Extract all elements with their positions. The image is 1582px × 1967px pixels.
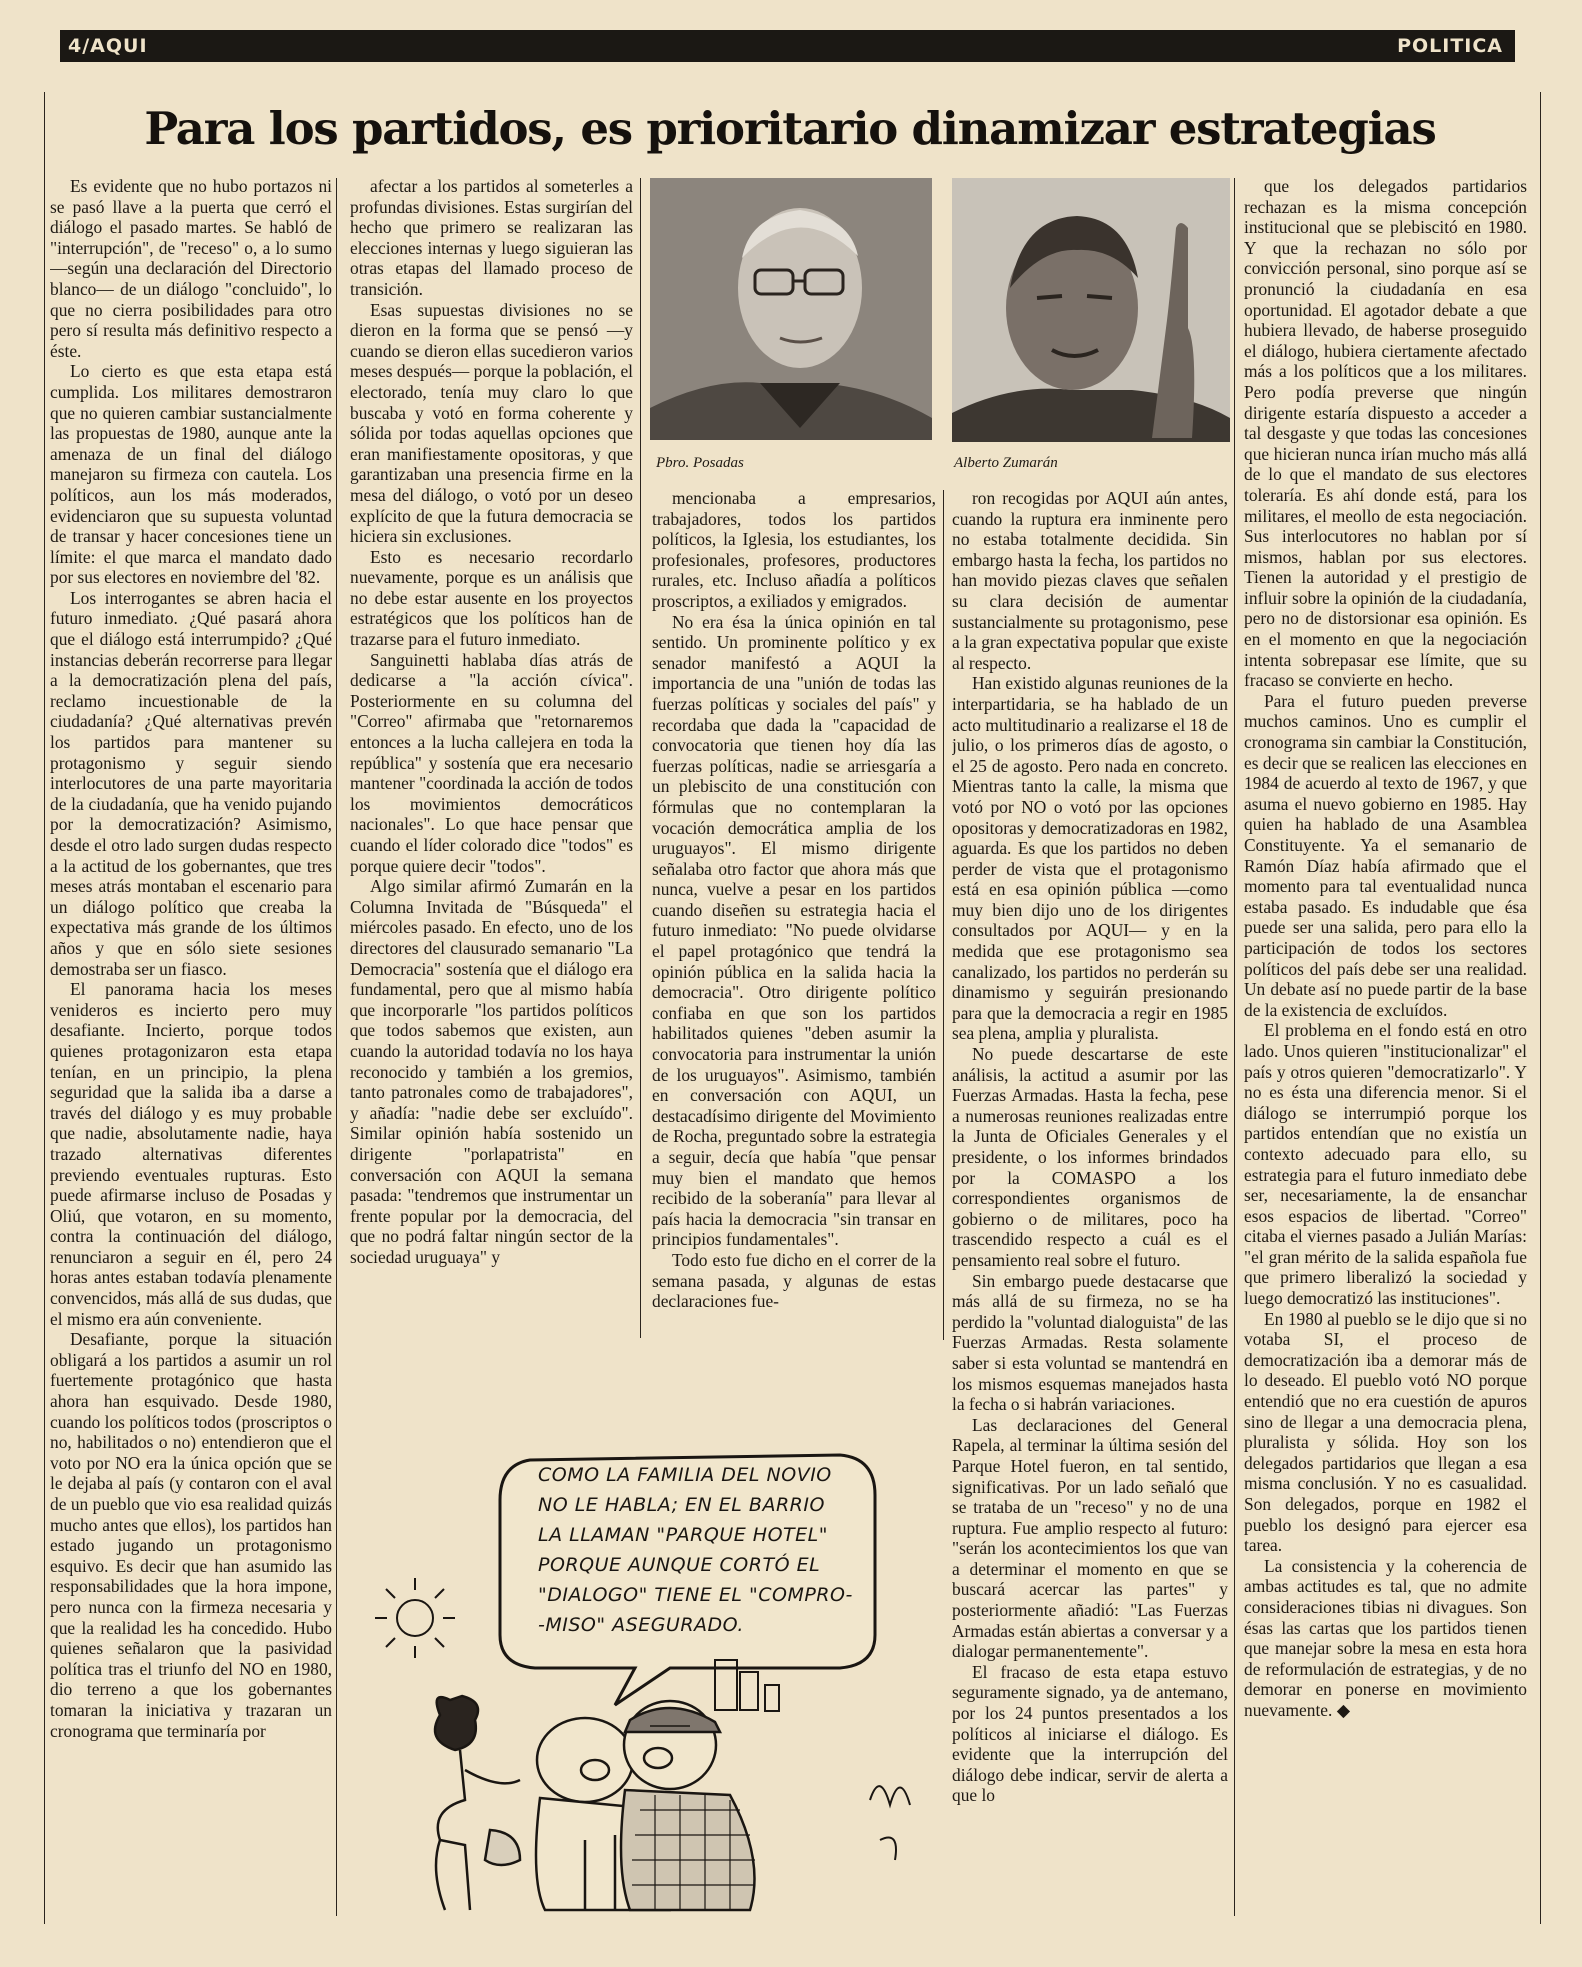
paragraph: Algo similar afirmó Zumarán en la Columna Invitada de "Búsqueda" el miércoles pasado. En efecto, uno de los directores del clausurado semanario "La Democracia" sostenía que el diálogo era fundamental, pero que al mismo había que incorporarle "los partidos políticos que todos sabemos que existen, aun cuando la autoridad todavía no los haya reconocido y también a los gremios, tanto patronales como de trabajadores", y añadía: "nadie debe ser excluído". Similar opinión había sostenido un dirigente "porlapatrista" en conversación con AQUI la semana pasada: "tendremos que instrumentar un frente popular por la democracia, del que no podrá faltar ningún sector de la sociedad uruguaya" y <box>350 876 633 1267</box>
paragraph: Es evidente que no hubo portazos ni se pasó llave a la puerta que cerró el diálogo el pasado martes. Se habló de "interrupción", de "receso" o, a lo sumo —según una declaración del Directorio blanco— de un diálogo "concluido", lo que no cierra posibilidades para otro pero sí resulta más definitivo respecto a éste. <box>50 176 332 361</box>
bubble-line: COMO LA FAMILIA DEL NOVIO <box>538 1464 832 1486</box>
paragraph: El problema en el fondo está en otro lado. Unos quieren "institucionalizar" el país y otros quieren "democratizarlo". Y no es ésta una diferencia menor. Si el diálogo se interrumpió porque los partidos entendían que no existía un contexto adecuado para ello, su estrategia para el futuro inmediato debe ser, necesariamente, la de ensanchar esos espacios de libertad. "Correo" citaba el viernes pasado a Julián Marías: "el gran mérito de la salida española fue que primero liberalizó la sociedad y luego democratizó las instituciones". <box>1244 1020 1527 1309</box>
page-number: 4/AQUI <box>68 35 148 57</box>
photo-zumaran <box>952 178 1230 442</box>
photo-caption-zumaran: Alberto Zumarán <box>954 455 1058 471</box>
bubble-line: LA LLAMAN "PARQUE HOTEL" <box>538 1524 828 1546</box>
page-header-bar <box>60 30 1515 62</box>
paragraph: En 1980 al pueblo se le dijo que si no votaba SI, el proceso de democratización iba a demorar más de lo deseado. El pueblo votó NO porque entendió que no era cuestión de apuros sino de llegar a una democracia plena, pluralista y sólida. Hoy son los delegados partidarios que llegan a esa misma conclusión. Y no es casualidad. Son delegados, porque en 1982 el pueblo los designó para ejercer esa tarea. <box>1244 1308 1527 1556</box>
paragraph: El panorama hacia los meses venideros es incierto pero muy desafiante. Incierto, porque todos quienes protagonizaron esta etapa tenían, en un principio, la plena seguridad que la salida iba a darse a través del diálogo y es muy probable que nadie, absolutamente nadie, haya trazado alternativas diferentes previendo eventuales rupturas. Esto puede afirmarse incluso de Posadas y Oliú, que votaron, en su momento, contra la continuación del diálogo, renunciaron a seguir en él, pero 24 horas antes estaban todavía plenamente convencidos, más allá de sus dudas, que el mismo era aún conveniente. <box>50 979 332 1329</box>
bubble-line: PORQUE AUNQUE CORTÓ EL <box>538 1554 821 1576</box>
column-rule <box>943 490 944 1340</box>
photo-posadas <box>650 178 932 440</box>
paragraph: No puede descartarse de este análisis, la actitud a asumir por las Fuerzas Armadas. Hasta la fecha, pese a numerosas reuniones realizadas entre la Junta de Oficiales Generales y el presidente, o los informes brindados por la COMASPO a los correspondientes organismos de gobierno o de militares, poco ha trascendido respecto a cuál es el pensamiento real sobre el futuro. <box>952 1044 1228 1270</box>
paragraph: Lo cierto es que esta etapa está cumplida. Los militares demostraron que no quieren cambiar sustancialmente las propuestas de 1980, aunque ante la amenaza de un final del diálogo manejaron su firmeza con cautela. Los políticos, aun los más moderados, evidenciaron que su supuesta voluntad de transar y hacer concesiones tiene un límite: el que marca el mandato dado por sus electores en noviembre del '82. <box>50 361 332 588</box>
paragraph: Todo esto fue dicho en el correr de la semana pasada, y algunas de estas declaraciones fue- <box>652 1249 936 1312</box>
column-rule <box>640 178 641 1338</box>
paragraph: Desafiante, porque la situación obligará a los partidos a asumir un rol fuertemente protagónico que hasta ahora han esquivado. Desde 1980, cuando los políticos todos (proscriptos o no, habilitados o no) entendieron que el voto por NO era la única opción que se le dejaba al país (y contaron con el aval de un pueblo que vio esa realidad quizás mucho antes que ellos), los partidos han estado jugando un protagonismo esquivo. Es decir que han asumido las responsabilidades que la hora impone, pero nunca con la firmeza necesaria y que la realidad les ha concedido. Hubo quienes señalaron que la pasividad política tras el triunfo del NO en 1980, dio terreno a que los gobernantes tomaran la iniciativa y trazaran un cronograma que terminaría por <box>50 1329 332 1741</box>
bubble-line: -MISO" ASEGURADO. <box>538 1614 744 1636</box>
column-4 <box>952 488 1228 1916</box>
column-5 <box>1244 176 1527 1916</box>
column-rule <box>1234 178 1235 1916</box>
photo-caption-posadas: Pbro. Posadas <box>656 455 744 471</box>
section-label: POLITICA <box>1397 35 1503 57</box>
paragraph: Las declaraciones del General Rapela, al terminar la última sesión del Parque Hotel fueron, en tal sentido, significativas. Por un lado señaló que se trataba de un "receso" y no de una ruptura. Fue amplio respecto al futuro: "serán los acontecimientos los que van a determinar el momento en que se buscará acercar las partes" y posteriormente añadió: "Las Fuerzas Armadas están abiertas a conversar y a dialogar permanentemente". <box>952 1414 1228 1662</box>
bubble-line: "DIALOGO" TIENE EL "COMPRO- <box>538 1584 853 1606</box>
column-2 <box>350 176 633 1340</box>
paragraph: El fracaso de esta etapa estuvo seguramente signado, ya de antemano, por los 24 puntos presentados a los políticos al iniciarse el diálogo. Es evidente que la interrupción del diálogo debe indicar, servir de alerta a que lo <box>952 1661 1228 1806</box>
column-3 <box>652 488 936 1340</box>
paragraph: No era ésa la única opinión en tal sentido. Un prominente político y ex senador manifestó a AQUI la importancia de una "unión de todas las fuerzas políticas y sociales del país" y recordaba que dada la "capacidad de convocatoria que tienen hoy día las fuerzas políticas, nadie se arriesgaría a un plebiscito de una constitución con fórmulas que no contemplaran la vocación democrática amplia de los uruguayos". El mismo dirigente señalaba otro factor que ahora más que nunca, vuelve a pesar en los partidos cuando diseñen su estrategia hacia el futuro inmediato: "No puede olvidarse el papel protagónico que tendrá la opinión pública en la salida hacia la democracia". Otro dirigente político confiaba en que son los partidos habilitados quienes "deben asumir la convocatoria para instrumentar la unión de los uruguayos". Asimismo, también en conversación con AQUI, un destacadísimo dirigente del Movimiento de Rocha, preguntado sobre la estrategia a seguir, decía que había "que pensar muy bien el mandato que hemos recibido de la soberanía" para llevar al país hacia la democracia "sin transar en principios fundamentales". <box>652 611 936 1250</box>
paragraph: mencionaba a empresarios, trabajadores, todos los partidos políticos, la Iglesia, los estudiantes, los profesionales, profesores, productores rurales, etc. Incluso añadía a políticos proscriptos, a exiliados y emigrados. <box>652 488 936 611</box>
paragraph: Los interrogantes se abren hacia el futuro inmediato. ¿Qué pasará ahora que el diálogo está interrumpido? ¿Qué instancias deberán recorrerse para llegar a la democratización plena del país, reclamo incuestionable de la ciudadanía? ¿Qué alternativas prevén los partidos para mantener su protagonismo y seguir siendo interlocutores de una parte mayoritaria de la ciudadanía, que ha venido pujando por la democratización? Asimismo, desde el otro lado surgen dudas respecto a la actitud de los gobernantes, que tres meses atrás montaban el escenario para un diálogo político que creaba la expectativa más grande de los últimos años y que en sólo siete sesiones demostraba ser un fiasco. <box>50 587 332 979</box>
cartoon-speech-bubble <box>538 1460 853 1640</box>
bubble-line: NO LE HABLA; EN EL BARRIO <box>538 1494 825 1516</box>
column-1 <box>50 176 332 1916</box>
paragraph: Sin embargo puede destacarse que más allá de su firmeza, no se ha perdido la "voluntad dialoguista" de las Fuerzas Armadas. Resta solamente saber si esta voluntad se mantendrá en los mismos esquemas manejados hasta la fecha o si habrán variaciones. <box>952 1270 1228 1415</box>
paragraph: La consistencia y la coherencia de ambas actitudes es tal, que no admite consideraciones tibias ni divagues. Son ésas las cartas que los partidos tienen que manejar sobre la mesa en esta hora de reformulación de estrategias, y de no demorar en ponerse en movimiento nuevamente. ◆ <box>1244 1555 1527 1720</box>
paragraph: Para el futuro pueden preverse muchos caminos. Uno es cumplir el cronograma sin cambiar la Constitución, es decir que se realicen las elecciones en 1984 de acuerdo al texto de 1967, y que asuma el nuevo gobierno en 1985. Hay quien ha hablado de una Asamblea Constituyente. Ya el semanario de Ramón Díaz había afirmado que el momento para tal eventualidad nunca estaba pasado. Es indudable que ésa puede ser una salida, pero para ello la participación de todos los sectores políticos del país debe ser una realidad. Un debate así no puede partir de la base de la existencia de excluídos. <box>1244 690 1527 1020</box>
headline: Para los partidos, es prioritario dinamizar estrategias <box>144 102 1436 155</box>
paragraph: Esto es necesario recordarlo nuevamente, porque es un análisis que no debe estar ausente en los proyectos estratégicos que los políticos han de trazarse para el futuro inmediato. <box>350 546 633 650</box>
column-rule <box>336 178 337 1916</box>
paragraph: Han existido algunas reuniones de la interpartidaria, se ha hablado de un acto multitudinario a realizarse el 18 de julio, o los primeros días de agosto, o el 25 de agosto. Pero nada en concreto. Mientras tanto la calle, la misma que votó por NO o votó por las opciones opositoras y democratizadoras en 1982, aguarda. Es que los partidos no deben perder de vista que el protagonismo está en esa opinión pública —como muy bien dijo uno de los dirigentes consultados por AQUI— y en la medida que ese protagonismo sea canalizado, los partidos no perderán su dinamismo y seguirán presionando para que la democracia a regir en 1985 sea plena, amplia y pluralista. <box>952 673 1228 1044</box>
paragraph: Sanguinetti hablaba días atrás de dedicarse a "la acción cívica". Posteriormente en su columna del "Correo" afirmaba que "retornaremos entonces a la lucha callejera en toda la república" y sostenía que era necesario mantener "coordinada la acción de todos los movimientos democráticos nacionales". Lo que hace pensar que cuando el líder colorado dice "todos" es porque quiere decir "todos". <box>350 649 633 876</box>
paragraph: ron recogidas por AQUI aún antes, cuando la ruptura era inminente pero no estaba totalmente decidida. Sin embargo hasta la fecha, los partidos no han movido piezas claves que señalen su clara decisión de aumentar sustancialmente su protagonismo, pese a la gran expectativa popular que existe al respecto. <box>952 488 1228 673</box>
paragraph: Esas supuestas divisiones no se dieron en la forma que se pensó —y cuando se dieron ellas sucedieron varios meses después— porque la población, el electorado, tenía muy claro lo que buscaba y votó en forma coherente y sólida por todas aquellas opciones que eran manifiestamente opositoras, y que garantizaban una presencia firme en la mesa del diálogo, o votó por un deseo explícito de que la futura democracia se hiciera sin exclusiones. <box>350 299 633 547</box>
paragraph: afectar a los partidos al someterles a profundas divisiones. Estas surgirían del hecho que primero se realizaran las elecciones internas y luego siguieran las otras etapas del llamado proceso de transición. <box>350 176 633 299</box>
paragraph: que los delegados partidarios rechazan es la misma concepción institucional que se plebiscitó en 1980. Y que la rechazan no sólo por convicción personal, sino porque así se pronunció la ciudadanía en esa oportunidad. El agotador debate a que hubiera llevado, de haberse proseguido el diálogo, hubiera ciertamente afectado más a los políticos que a los militares. Pero podía preverse que ningún dirigente estaría dispuesto a acceder a tal desgaste y que todas las concesiones que hicieran nunca irían mucho más allá de lo que el mandato de sus electores toleraría. Es ahí donde está, para los militares, el meollo de esta negociación. Sus interlocutores no hablan por sí mismos, hablan por sus electores. Tienen la autoridad y el prestigio de influir sobre la opinión de la ciudadanía, pero no de distorsionar esa opinión. Es en el momento en que la negociación intenta sobrepasar ese límite, que su fracaso se convierte en hecho. <box>1244 176 1527 691</box>
